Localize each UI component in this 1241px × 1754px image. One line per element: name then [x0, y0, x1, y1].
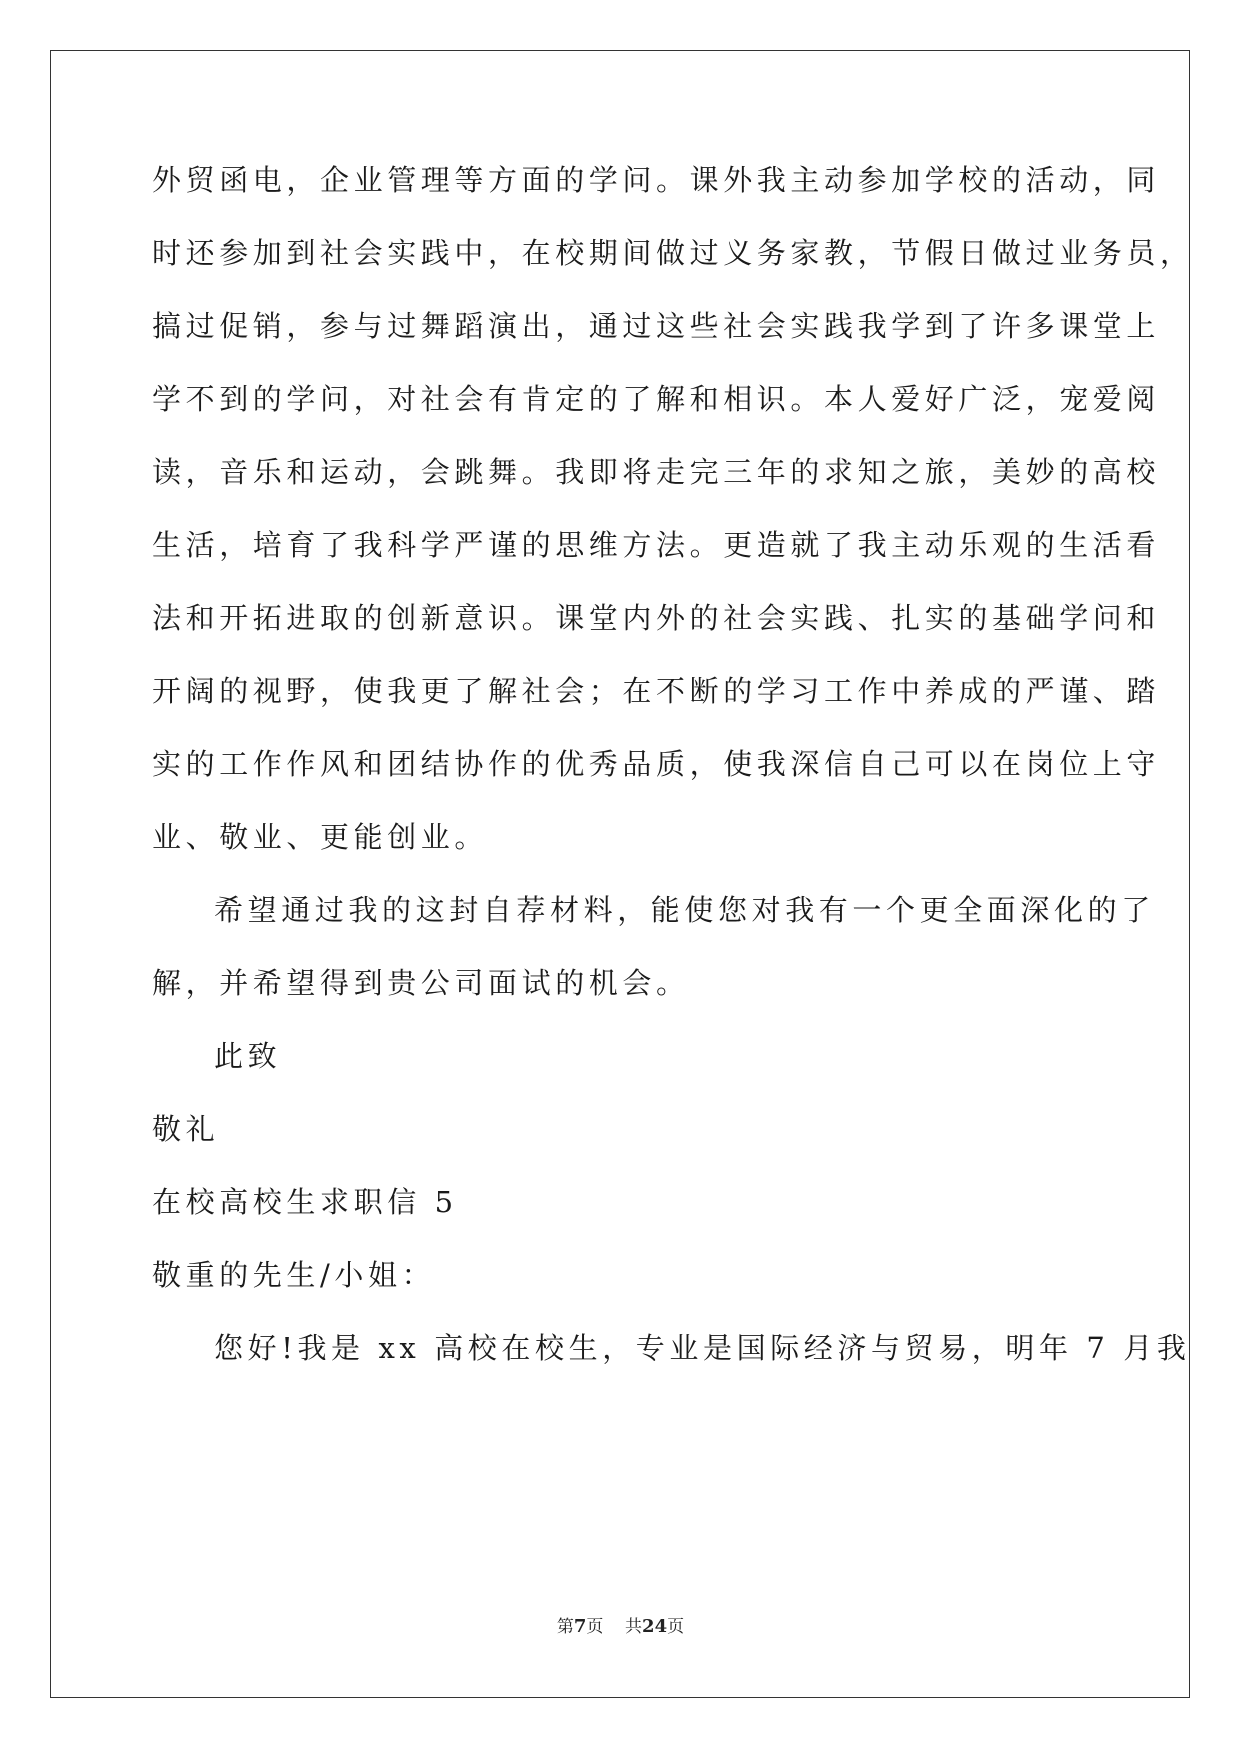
page-border — [50, 50, 1190, 1698]
closing-salutation: 此致 — [214, 1039, 282, 1073]
text-line: 学不到的学问，对社会有肯定的了解和相识。本人爱好广泛，宠爱阅 — [152, 382, 1161, 416]
text-line: 实的工作作风和团结协作的优秀品质，使我深信自己可以在岗位上守 — [152, 747, 1161, 781]
footer-total-prefix: 共 — [625, 1617, 643, 1637]
text-line: 搞过促销，参与过舞蹈演出，通过这些社会实践我学到了许多课堂上 — [152, 309, 1161, 343]
paragraph-first-line: 您好!我是 xx 高校在校生，专业是国际经济与贸易，明年 7 月我 — [214, 1331, 1191, 1365]
closing-regards: 敬礼 — [152, 1112, 220, 1146]
footer-total-suffix: 页 — [667, 1617, 685, 1637]
greeting: 敬重的先生/小姐： — [152, 1258, 436, 1292]
text-line: 时还参加到社会实践中，在校期间做过义务家教，节假日做过业务员， — [152, 236, 1194, 270]
text-line: 业、敬业、更能创业。 — [152, 820, 489, 854]
text-line: 法和开拓进取的创新意识。课堂内外的社会实践、扎实的基础学问和 — [152, 601, 1161, 635]
footer-prefix: 第 — [556, 1617, 574, 1637]
text-line: 生活，培育了我科学严谨的思维方法。更造就了我主动乐观的生活看 — [152, 528, 1161, 562]
text-line: 读，音乐和运动，会跳舞。我即将走完三年的求知之旅，美妙的高校 — [152, 455, 1161, 489]
text-line: 解，并希望得到贵公司面试的机会。 — [152, 966, 690, 1000]
section-title: 在校高校生求职信 5 — [152, 1185, 458, 1219]
paragraph-first-line: 希望通过我的这封自荐材料，能使您对我有一个更全面深化的了 — [214, 893, 1155, 927]
text-line: 外贸函电，企业管理等方面的学问。课外我主动参加学校的活动，同 — [152, 163, 1161, 197]
footer-total-pages: 24 — [642, 1616, 668, 1637]
text-line: 开阔的视野，使我更了解社会；在不断的学习工作中养成的严谨、踏 — [152, 674, 1161, 708]
page-footer — [0, 1612, 1241, 1637]
footer-page-number: 7 — [573, 1616, 587, 1637]
footer-page-suffix: 页 — [586, 1617, 604, 1637]
